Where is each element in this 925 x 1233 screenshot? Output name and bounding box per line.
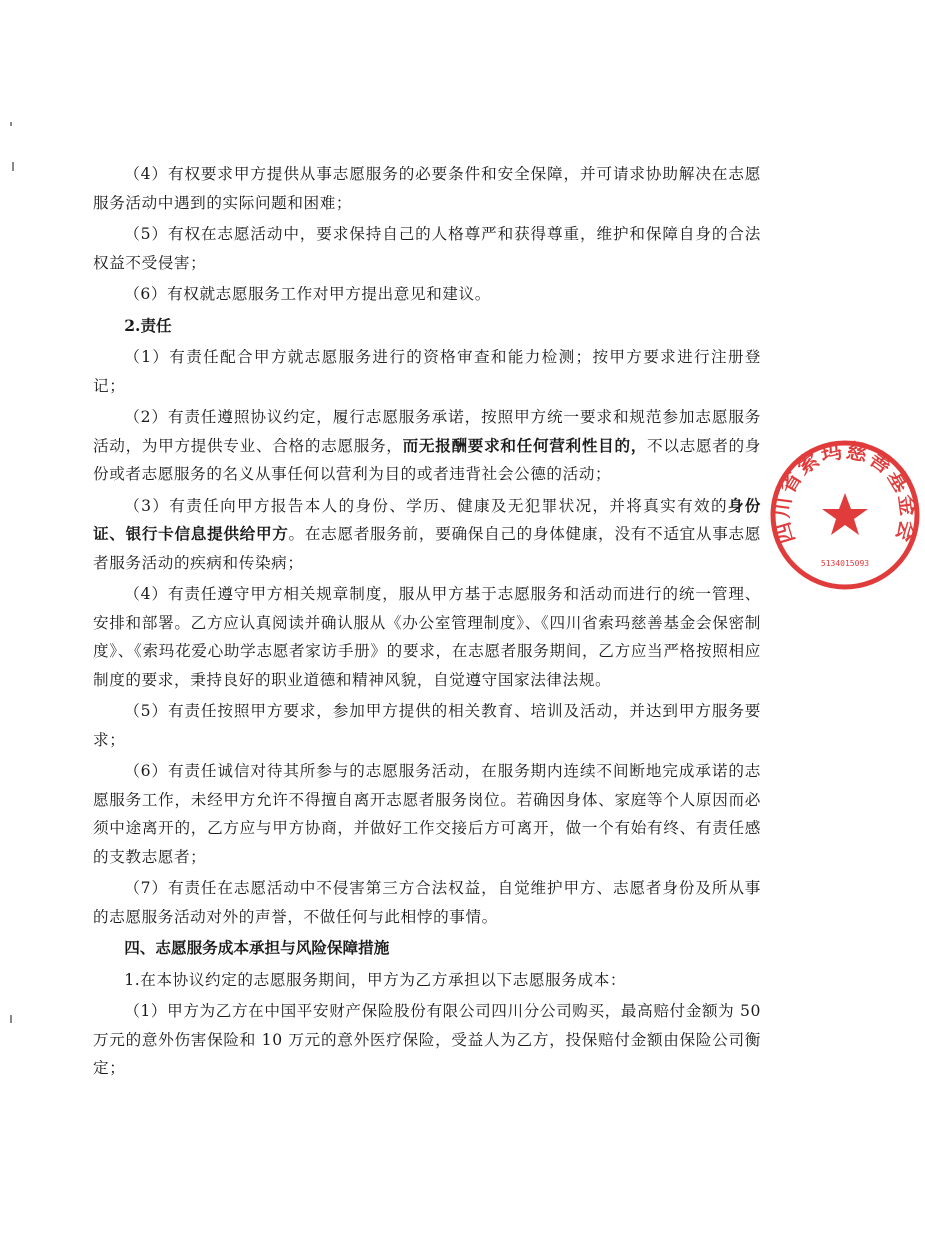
scan-mark-left (10, 122, 12, 126)
section-heading (93, 934, 761, 963)
scan-mark-left (12, 162, 14, 171)
text-run: （5）有责任按照甲方要求，参加甲方提供的相关教育、培训及活动，并达到甲方服务要求； (93, 702, 761, 749)
text-run: （4）有责任遵守甲方相关规章制度，服从甲方基于志愿服务和活动而进行的统一管理、安排和部署。乙方应认真阅读并确认服从《办公室管理制度》、《四川省索玛慈善基金会保密制度》、《索玛花爱心助学志愿者家访手册》的要求，在志愿者服务期间，乙方应当严格按照相应制度的要求，秉持良好的职业道德和精神风貌，自觉遵守国家法律法规。 (93, 585, 761, 689)
paragraph (93, 874, 761, 931)
paragraph (93, 757, 761, 871)
official-seal (765, 435, 925, 595)
text-run: （6）有权就志愿服务工作对甲方提出意见和建议。 (124, 285, 491, 303)
text-run: 四、志愿服务成本承担与风险保障措施 (124, 938, 390, 957)
paragraph (93, 492, 761, 578)
bold-text: 身份证、银行卡信息提供给甲方 (93, 495, 761, 543)
paragraph (93, 343, 761, 400)
scan-mark-left (10, 1015, 12, 1023)
text-run: 。在志愿者服务前，要确保自己的身体健康，没有不适宜从事志愿者服务活动的疾病和传染病； (93, 525, 761, 572)
document-body (93, 160, 761, 1086)
text-run: （2）有责任遵照协议约定，履行志愿服务承诺，按照甲方统一要求和规范参加志愿服务活动，为甲方提供专业、合格的志愿服务， (93, 408, 761, 455)
text-run: （5）有权在志愿活动中，要求保持自己的人格尊严和获得尊重，维护和保障自身的合法权益不受侵害； (93, 225, 761, 272)
text-run: （3）有责任向甲方报告本人的身份、学历、健康及无犯罪状况，并将真实有效的 (124, 496, 728, 515)
paragraph (93, 997, 761, 1083)
paragraph (93, 160, 761, 217)
paragraph (93, 697, 761, 754)
seal-number: 5134015093 (820, 559, 870, 568)
text-run: 1.在本协议约定的志愿服务期间，甲方为乙方承担以下志愿服务成本： (124, 970, 627, 989)
paragraph (93, 220, 761, 277)
paragraph (93, 403, 761, 489)
seal-star-icon (822, 493, 868, 535)
text-run: （7）有责任在志愿活动中不侵害第三方合法权益，自觉维护甲方、志愿者身份及所从事的志愿服务活动对外的声誉，不做任何与此相悖的事情。 (93, 879, 761, 926)
bold-text: 而无报酬要求和任何营利性目的， (402, 435, 648, 455)
text-run: （1）甲方为乙方在中国平安财产保险股份有限公司四川分公司购买，最高赔付金额为 50 万元的意外伤害保险和 10 万元的意外医疗保险，受益人为乙方，投保赔付金额由保险公司衡定； (93, 1002, 761, 1077)
text-run: 2.责任 (124, 315, 172, 335)
text-run: （6）有责任诚信对待其所参与的志愿服务活动，在服务期内连续不间断地完成承诺的志愿服务工作，未经甲方允许不得擅自离开志愿者服务岗位。若确因身体、家庭等个人原因而必须中途离开的，乙方应与甲方协商，并做好工作交接后方可离开，做一个有始有终、有责任感的支教志愿者； (93, 762, 761, 866)
text-run: 不以志愿者的身份或者志愿服务的名义从事任何以营利为目的或者违背社会公德的活动； (93, 436, 761, 483)
paragraph (93, 966, 761, 995)
paragraph (93, 580, 761, 694)
text-run: （4）有权要求甲方提供从事志愿服务的必要条件和安全保障，并可请求协助解决在志愿服务活动中遇到的实际问题和困难； (93, 165, 761, 212)
paragraph (93, 280, 761, 309)
text-run: （1）有责任配合甲方就志愿服务进行的资格审查和能力检测；按甲方要求进行注册登记； (93, 348, 761, 395)
seal-text: 四川省索玛慈善基金会 (769, 438, 921, 547)
section-heading (93, 312, 761, 341)
